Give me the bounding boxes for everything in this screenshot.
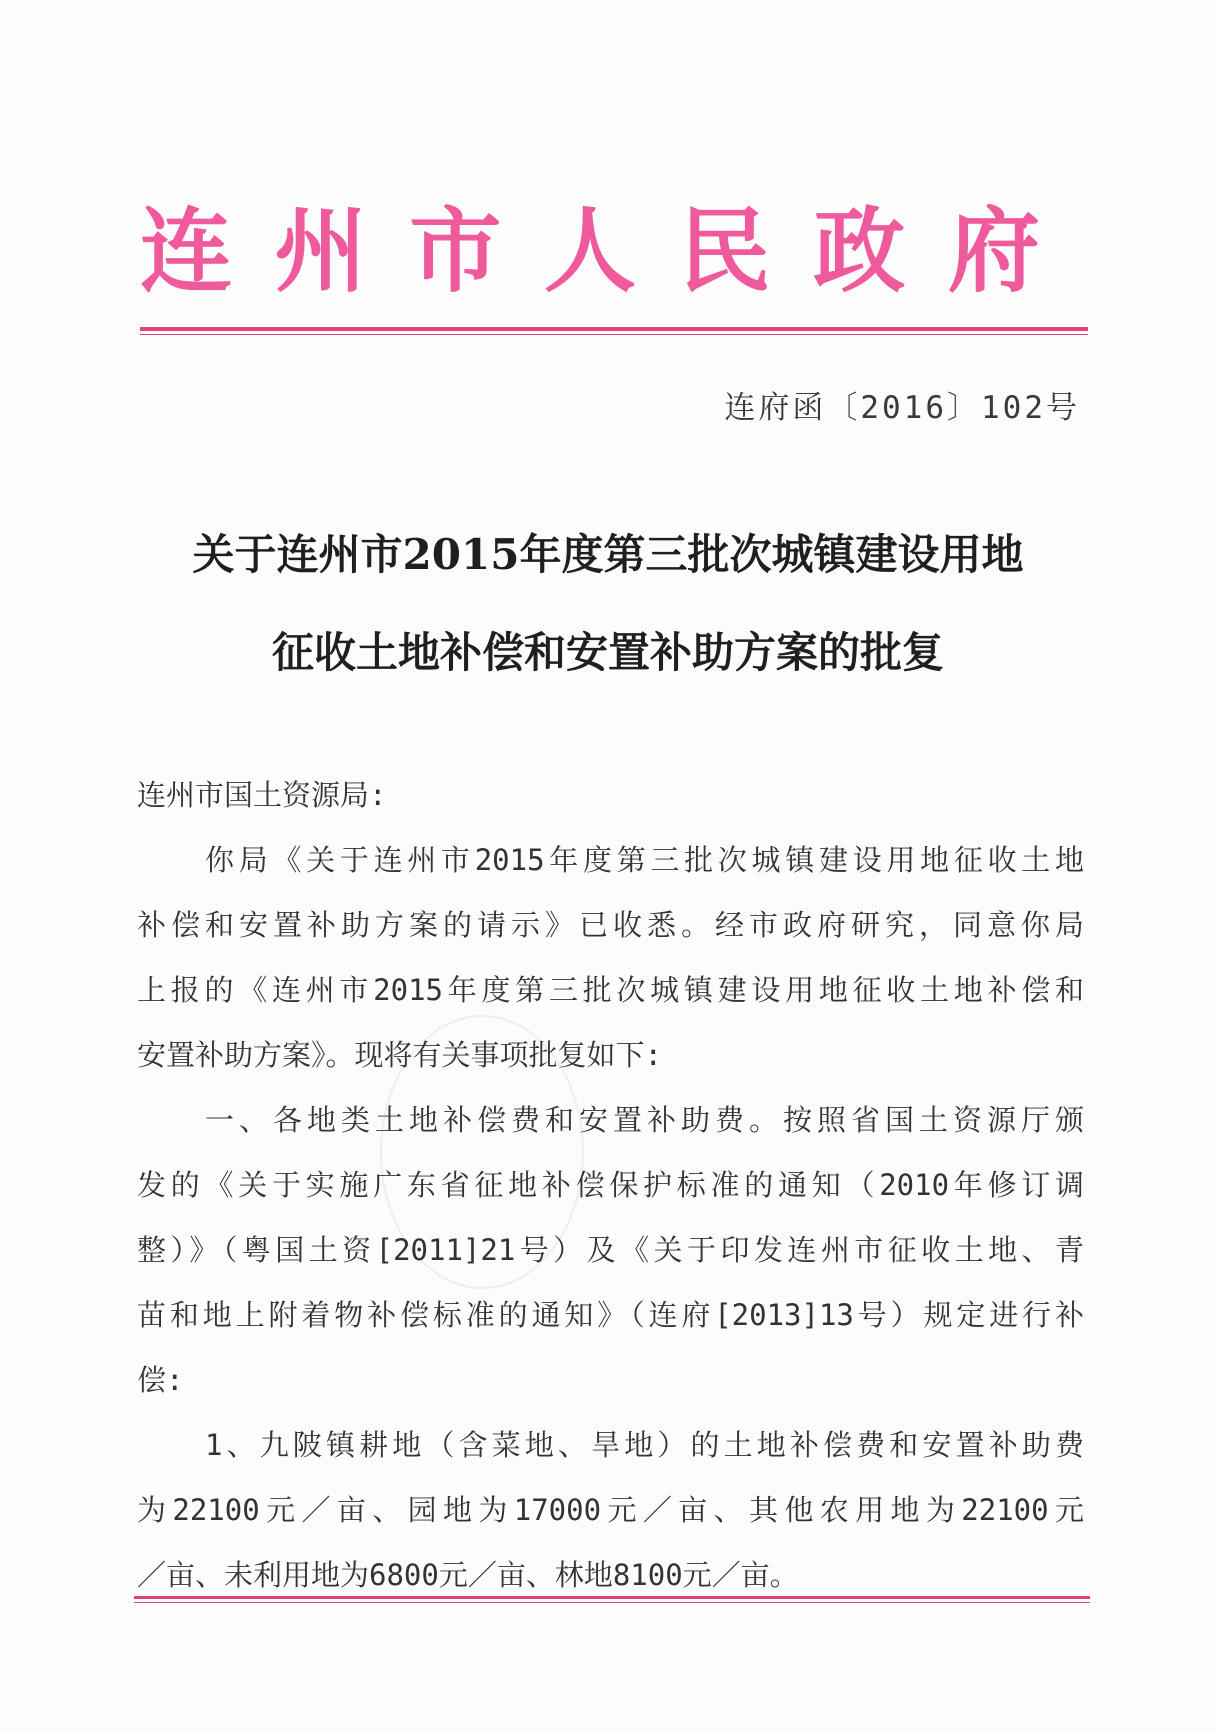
footer-rule-thick	[134, 1596, 1090, 1599]
addressee: 连州市国土资源局:	[137, 778, 387, 812]
header-char: 市	[409, 197, 502, 305]
issuer-header	[140, 196, 1040, 306]
header-char: 政	[813, 197, 906, 305]
body-line: 为22100元／亩、园地为17000元／亩、其他农用地为22100元	[137, 1493, 1084, 1527]
body-line: 偿:	[137, 1363, 184, 1397]
document-title-line-2: 征收土地补偿和安置补助方案的批复	[271, 628, 944, 677]
body-line: 补偿和安置补助方案的请示》已收悉。经市政府研究，同意你局	[137, 908, 1084, 942]
body-line: 苗和地上附着物补偿标准的通知》（连府[2013]13号）规定进行补	[137, 1298, 1084, 1332]
body-line: 你局《关于连州市2015年度第三批次城镇建设用地征收土地	[205, 843, 1084, 877]
header-rule-thin	[140, 334, 1088, 335]
body-line: 上报的《连州市2015年度第三批次城镇建设用地征收土地补偿和	[137, 973, 1084, 1007]
body-line: 安置补助方案》。现将有关事项批复如下:	[137, 1038, 662, 1072]
footer-rule-thin	[134, 1602, 1090, 1603]
header-char: 连	[140, 197, 233, 305]
header-char: 人	[543, 197, 636, 305]
body-line: 整）》（粤国土资[2011]21号）及《关于印发连州市征收土地、青	[137, 1233, 1084, 1267]
header-char: 民	[678, 197, 771, 305]
document-title-line-1: 关于连州市2015年度第三批次城镇建设用地	[192, 530, 1024, 579]
body-line: ／亩、未利用地为6800元／亩、林地8100元／亩。	[137, 1558, 799, 1592]
header-char: 州	[274, 197, 367, 305]
body-line: 1、九陂镇耕地（含菜地、旱地）的土地补偿费和安置补助费	[205, 1428, 1084, 1462]
body-line: 一、各地类土地补偿费和安置补助费。按照省国土资源厅颁	[205, 1103, 1084, 1137]
body-line: 发的《关于实施广东省征地补偿保护标准的通知（2010年修订调	[137, 1168, 1084, 1202]
header-char: 府	[947, 197, 1040, 305]
document-number: 连府函〔2016〕102号	[724, 390, 1080, 426]
header-rule-thick	[140, 327, 1088, 331]
